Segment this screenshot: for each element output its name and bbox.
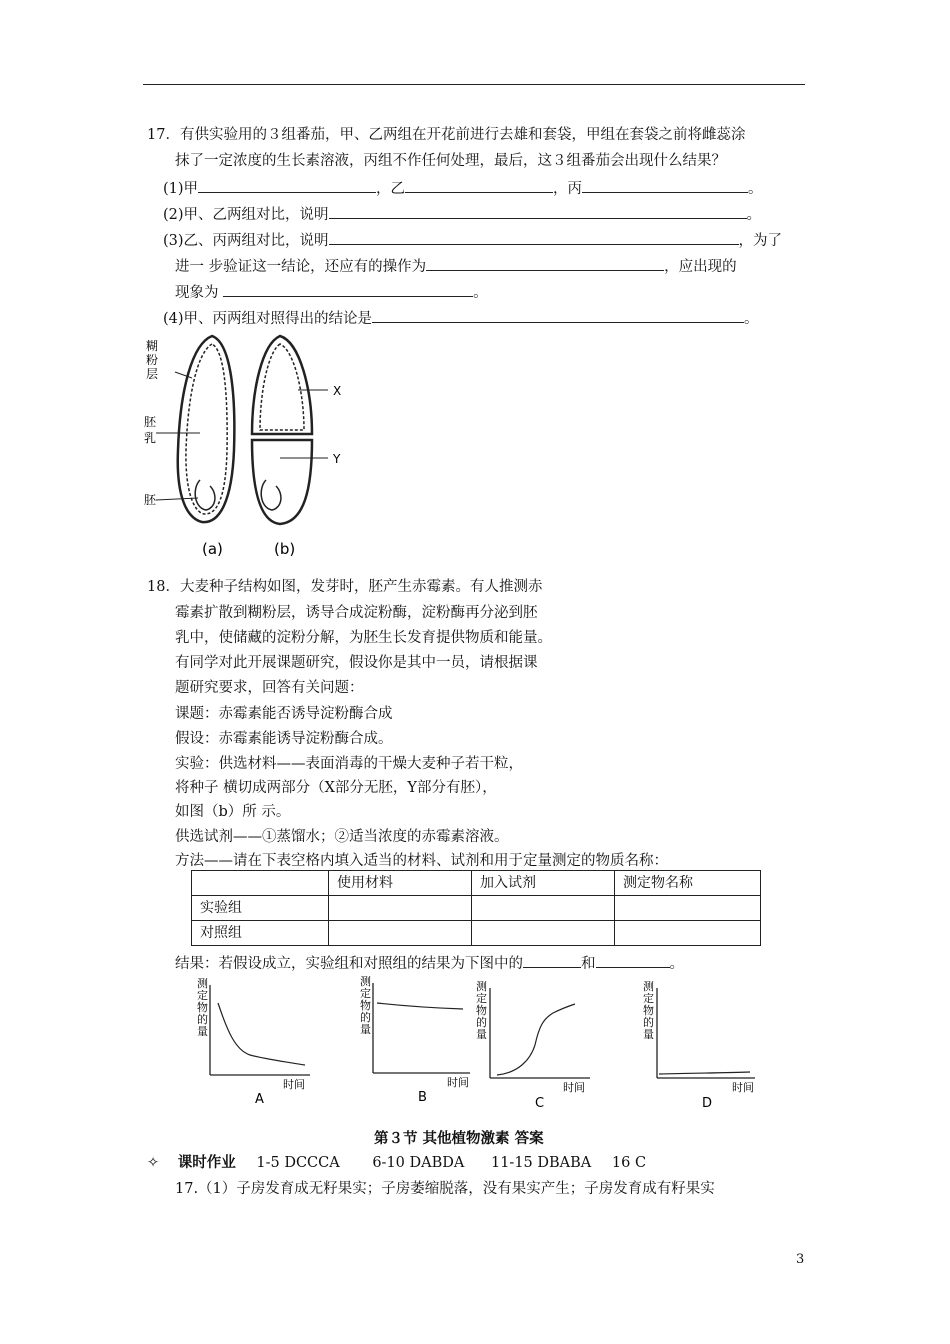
- ylabel-char: 量: [197, 1025, 208, 1038]
- barley-seed-figure: [140, 330, 370, 565]
- bullet-icon: ✧: [147, 1155, 160, 1171]
- seed-b-drawing: [252, 336, 328, 524]
- q18-fig-ref: 如图（b）所 示。: [175, 804, 291, 820]
- ylabel-char: 的: [360, 1011, 371, 1024]
- graph-a-ylabel: [197, 976, 208, 1038]
- q18-experiment: 实验：供选材料——表面消毒的干燥大麦种子若干粒，: [175, 756, 523, 772]
- answer-blank: [523, 953, 581, 968]
- q18-line3: 乳中，使储藏的淀粉分解，为胚生长发育提供物质和能量。: [175, 630, 552, 646]
- graph-a-xlabel: 时间: [283, 1078, 305, 1091]
- table-cell[interactable]: [472, 896, 615, 921]
- ylabel-char: 物: [643, 1004, 654, 1017]
- label-hufen-2: 粉: [146, 353, 159, 367]
- answer-label: 课时作业: [177, 1154, 236, 1171]
- q17-part3-line3: [175, 282, 488, 303]
- q18-hypothesis: 假设：赤霉素能诱导淀粉酶合成。: [175, 731, 393, 747]
- graph-c: [476, 979, 590, 1111]
- q17-p3-phen-label: 现象为: [175, 285, 219, 301]
- q17-part4: [163, 308, 759, 329]
- ylabel-char: 物: [197, 1001, 208, 1014]
- answer-group-2: 6-10 DABDA: [372, 1155, 465, 1171]
- label-x: X: [333, 384, 342, 398]
- ylabel-char: 物: [360, 999, 371, 1012]
- answer-blank: [372, 308, 744, 323]
- answer-blank: [596, 953, 670, 968]
- ylabel-char: 物: [476, 1004, 487, 1017]
- q18-result: [175, 953, 684, 974]
- answer-blank: [405, 178, 553, 193]
- answer-key-line: [147, 1153, 646, 1173]
- q17-p4-end: 。: [744, 311, 759, 327]
- q18-method: 方法——请在下表空格内填入适当的材料、试剂和用于定量测定的物质名称：: [175, 853, 668, 869]
- table-row: [192, 896, 761, 921]
- q17-line1: 17．有供实验用的３组番茄，甲、乙两组在开花前进行去雄和套袋，甲组在套袋之前将雌蕊涂: [147, 127, 746, 143]
- ylabel-char: 测: [197, 977, 208, 990]
- seed-a-drawing: [156, 336, 234, 522]
- ylabel-char: 定: [197, 989, 208, 1002]
- answer-blank: [223, 282, 473, 297]
- label-peiru-2: 乳: [144, 431, 157, 445]
- ylabel-char: 测: [476, 980, 487, 993]
- q17-p1-bing: ，丙: [553, 181, 583, 197]
- graph-c-xlabel: 时间: [563, 1081, 585, 1094]
- q17-p3-text: (3)乙、丙两组对比，说明: [163, 233, 329, 249]
- ylabel-char: 的: [476, 1016, 487, 1029]
- table-header-cell: 使用材料: [329, 871, 472, 896]
- q18-line4: 有同学对此开展课题研究，假设你是其中一员，请根据课: [175, 655, 538, 671]
- ylabel-char: 量: [476, 1028, 487, 1041]
- label-b: (b): [274, 540, 296, 558]
- graph-b-name: B: [418, 1090, 427, 1105]
- ylabel-char: 量: [643, 1028, 654, 1041]
- table-cell[interactable]: [615, 921, 761, 946]
- page-number: 3: [796, 1252, 805, 1267]
- table-cell[interactable]: [615, 896, 761, 921]
- table-header-cell: [192, 871, 329, 896]
- q17-p1-end: 。: [748, 181, 763, 197]
- q18-line5: 题研究要求，回答有关问题：: [175, 680, 364, 696]
- answer-blank: [198, 178, 376, 193]
- q17-p1-yi: ，乙: [376, 181, 406, 197]
- q17-p3-phen-end: 。: [473, 285, 488, 301]
- table-header-row: [192, 871, 761, 896]
- label-y: Y: [333, 452, 341, 466]
- ylabel-char: 定: [476, 992, 487, 1005]
- q18-line2: 霉素扩散到糊粉层，诱导合成淀粉酶，淀粉酶再分泌到胚: [175, 605, 538, 621]
- answer-group-1: 1-5 DCCCA: [256, 1155, 340, 1171]
- ylabel-char: 量: [360, 1023, 371, 1036]
- graph-b-ylabel: [360, 975, 371, 1036]
- ylabel-char: 测: [643, 980, 654, 993]
- graph-d: [643, 979, 755, 1111]
- graph-a: [197, 976, 310, 1107]
- graph-b: [360, 975, 470, 1105]
- q18-result-end: 。: [669, 956, 684, 972]
- table-row-label: 实验组: [192, 896, 329, 921]
- answer-group-4: 16 C: [611, 1155, 647, 1171]
- label-hufen-3: 层: [146, 367, 159, 381]
- table-header-cell: 加入试剂: [472, 871, 615, 896]
- ylabel-char: 定: [360, 987, 371, 1000]
- answer-group-3: 11-15 DBABA: [490, 1155, 592, 1171]
- q18-cut: 将种子 横切成两部分（X部分无胚，Y部分有胚），: [175, 780, 497, 796]
- table-cell[interactable]: [472, 921, 615, 946]
- graph-d-ylabel: [643, 979, 654, 1041]
- table-row: [192, 921, 761, 946]
- q18-reagents: 供选试剂——①蒸馏水；②适当浓度的赤霉素溶液。: [175, 829, 509, 845]
- q18-line1: 18．大麦种子结构如图，发芽时，胚产生赤霉素。有人推测赤: [147, 579, 543, 595]
- q17-part2: [163, 204, 761, 225]
- answer-blank: [329, 230, 739, 245]
- q17-line2: 抹了一定浓度的生长素溶液，丙组不作任何处理，最后，这３组番茄会出现什么结果？: [175, 153, 726, 169]
- q17-p3-phen: ，应出现的: [664, 259, 737, 275]
- table-cell[interactable]: [329, 921, 472, 946]
- q17-part3-line2: [175, 256, 737, 277]
- header-rule: [143, 84, 805, 85]
- q17-p1-jia: (1)甲: [163, 181, 199, 197]
- answer-blank: [426, 256, 664, 271]
- q18-topic: 课题：赤霉素能否诱导淀粉酶合成: [175, 706, 393, 722]
- method-table: [191, 870, 761, 946]
- label-peiru-1: 胚: [144, 415, 157, 429]
- q18-result-and: 和: [581, 956, 596, 972]
- q17-part3: [163, 230, 782, 251]
- ylabel-char: 的: [643, 1016, 654, 1029]
- table-cell[interactable]: [329, 896, 472, 921]
- answer-blank: [329, 204, 747, 219]
- ylabel-char: 定: [643, 992, 654, 1005]
- ylabel-char: 测: [360, 975, 371, 988]
- q17-part1: [163, 178, 763, 199]
- q17-p4-text: (4)甲、丙两组对照得出的结论是: [163, 311, 373, 327]
- graph-c-ylabel: [476, 979, 487, 1041]
- q17-p3-end: ，为了: [738, 233, 783, 249]
- q18-result-text: 结果：若假设成立，实验组和对照组的结果为下图中的: [175, 956, 523, 972]
- label-hufen-1: 糊: [146, 339, 159, 353]
- graph-d-xlabel: 时间: [732, 1081, 754, 1094]
- label-pei: 胚: [144, 493, 157, 507]
- label-a: (a): [202, 540, 223, 558]
- graph-b-xlabel: 时间: [447, 1076, 469, 1089]
- table-row-label: 对照组: [192, 921, 329, 946]
- result-graphs: [185, 975, 775, 1115]
- answer-q17: 17.（1）子房发育成无籽果实；子房萎缩脱落，没有果实产生；子房发育成有籽果实: [175, 1181, 715, 1197]
- ylabel-char: 的: [197, 1013, 208, 1026]
- q17-p2-end: 。: [746, 207, 762, 223]
- graph-a-name: A: [255, 1092, 264, 1107]
- q17-p2-text: (2)甲、乙两组对比，说明: [163, 207, 329, 223]
- q17-p3-op: 进一 步验证这一结论，还应有的操作为: [175, 259, 427, 275]
- answer-title: 第３节 其他植物激素 答案: [374, 1130, 544, 1147]
- answer-blank: [582, 178, 748, 193]
- table-header-cell: 测定物名称: [615, 871, 761, 896]
- graph-c-name: C: [535, 1096, 545, 1111]
- graph-d-name: D: [702, 1096, 713, 1111]
